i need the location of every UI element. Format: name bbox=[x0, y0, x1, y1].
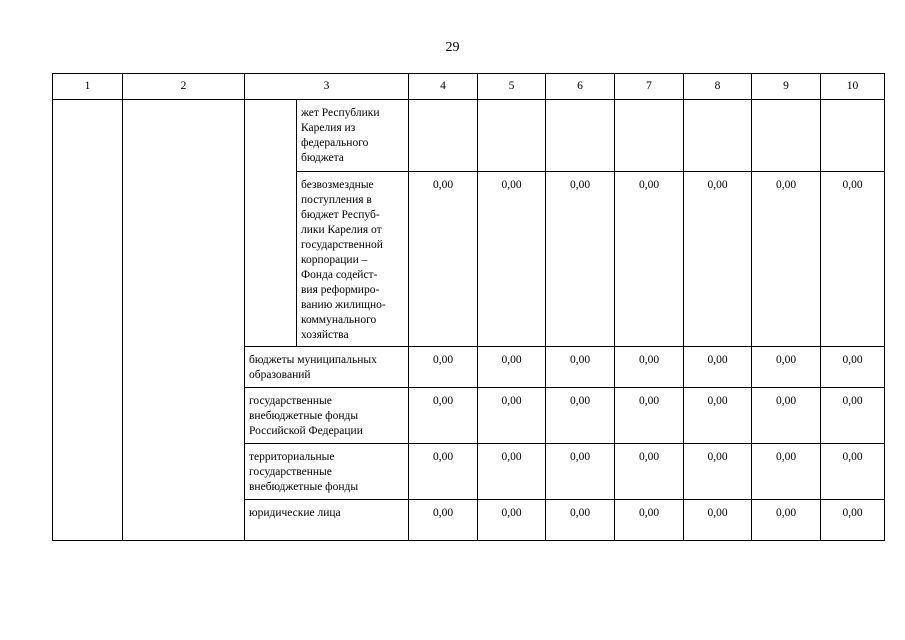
value-cell: 0,00 bbox=[752, 388, 821, 444]
header-cell-9: 9 bbox=[752, 74, 821, 100]
value-cell: 0,00 bbox=[752, 500, 821, 541]
header-cell-8: 8 bbox=[684, 74, 752, 100]
header-cell-4: 4 bbox=[409, 74, 478, 100]
budget-table bbox=[52, 73, 885, 541]
value-cell: 0,00 bbox=[615, 388, 684, 444]
value-cell: 0,00 bbox=[821, 444, 885, 500]
page-number: 29 bbox=[445, 40, 460, 55]
header-row bbox=[53, 74, 885, 100]
value-cell: 0,00 bbox=[684, 172, 752, 347]
value-cell: 0,00 bbox=[409, 172, 478, 347]
value-cell: 0,00 bbox=[546, 172, 615, 347]
header-cell-3: 3 bbox=[245, 74, 409, 100]
value-cell: 0,00 bbox=[821, 388, 885, 444]
column-3-indent-cell bbox=[245, 100, 297, 347]
header-cell-7: 7 bbox=[615, 74, 684, 100]
value-cell: 0,00 bbox=[546, 388, 615, 444]
column-1-merged-cell bbox=[53, 100, 123, 541]
value-cell: 0,00 bbox=[615, 500, 684, 541]
table-row bbox=[53, 100, 885, 172]
row-label: бюджеты муниципальных образований bbox=[245, 347, 409, 388]
value-cell bbox=[478, 100, 546, 172]
value-cell: 0,00 bbox=[409, 388, 478, 444]
value-cell: 0,00 bbox=[615, 347, 684, 388]
row-label: юридические лица bbox=[245, 500, 409, 541]
value-cell: 0,00 bbox=[546, 347, 615, 388]
header-cell-2: 2 bbox=[123, 74, 245, 100]
value-cell bbox=[546, 100, 615, 172]
header-cell-1: 1 bbox=[53, 74, 123, 100]
value-cell: 0,00 bbox=[478, 444, 546, 500]
value-cell: 0,00 bbox=[752, 172, 821, 347]
value-cell: 0,00 bbox=[752, 444, 821, 500]
value-cell: 0,00 bbox=[821, 172, 885, 347]
value-cell: 0,00 bbox=[546, 500, 615, 541]
value-cell: 0,00 bbox=[684, 500, 752, 541]
value-cell: 0,00 bbox=[546, 444, 615, 500]
value-cell: 0,00 bbox=[478, 172, 546, 347]
value-cell bbox=[752, 100, 821, 172]
value-cell: 0,00 bbox=[478, 388, 546, 444]
value-cell: 0,00 bbox=[684, 388, 752, 444]
value-cell: 0,00 bbox=[821, 500, 885, 541]
value-cell bbox=[684, 100, 752, 172]
value-cell bbox=[409, 100, 478, 172]
value-cell: 0,00 bbox=[821, 347, 885, 388]
row-label: территориальные государственные внебюджетные фонды bbox=[245, 444, 409, 500]
value-cell: 0,00 bbox=[752, 347, 821, 388]
row-label: государственные внебюджетные фонды Российской Федерации bbox=[245, 388, 409, 444]
row-label: жет Республики Карелия из федерального бюджета bbox=[297, 100, 409, 172]
value-cell: 0,00 bbox=[615, 444, 684, 500]
value-cell: 0,00 bbox=[684, 347, 752, 388]
value-cell: 0,00 bbox=[409, 347, 478, 388]
value-cell: 0,00 bbox=[478, 347, 546, 388]
value-cell: 0,00 bbox=[478, 500, 546, 541]
header-cell-6: 6 bbox=[546, 74, 615, 100]
header-cell-10: 10 bbox=[821, 74, 885, 100]
value-cell bbox=[615, 100, 684, 172]
value-cell: 0,00 bbox=[684, 444, 752, 500]
row-label: безвозмездные поступления в бюджет Респуб- лики Карелия от государственной корпорации – Фонда содейст- вия реформиро- ванию жилищно- коммунального хозяйства bbox=[297, 172, 409, 347]
value-cell: 0,00 bbox=[409, 444, 478, 500]
column-2-merged-cell bbox=[123, 100, 245, 541]
value-cell: 0,00 bbox=[615, 172, 684, 347]
value-cell: 0,00 bbox=[409, 500, 478, 541]
header-cell-5: 5 bbox=[478, 74, 546, 100]
value-cell bbox=[821, 100, 885, 172]
